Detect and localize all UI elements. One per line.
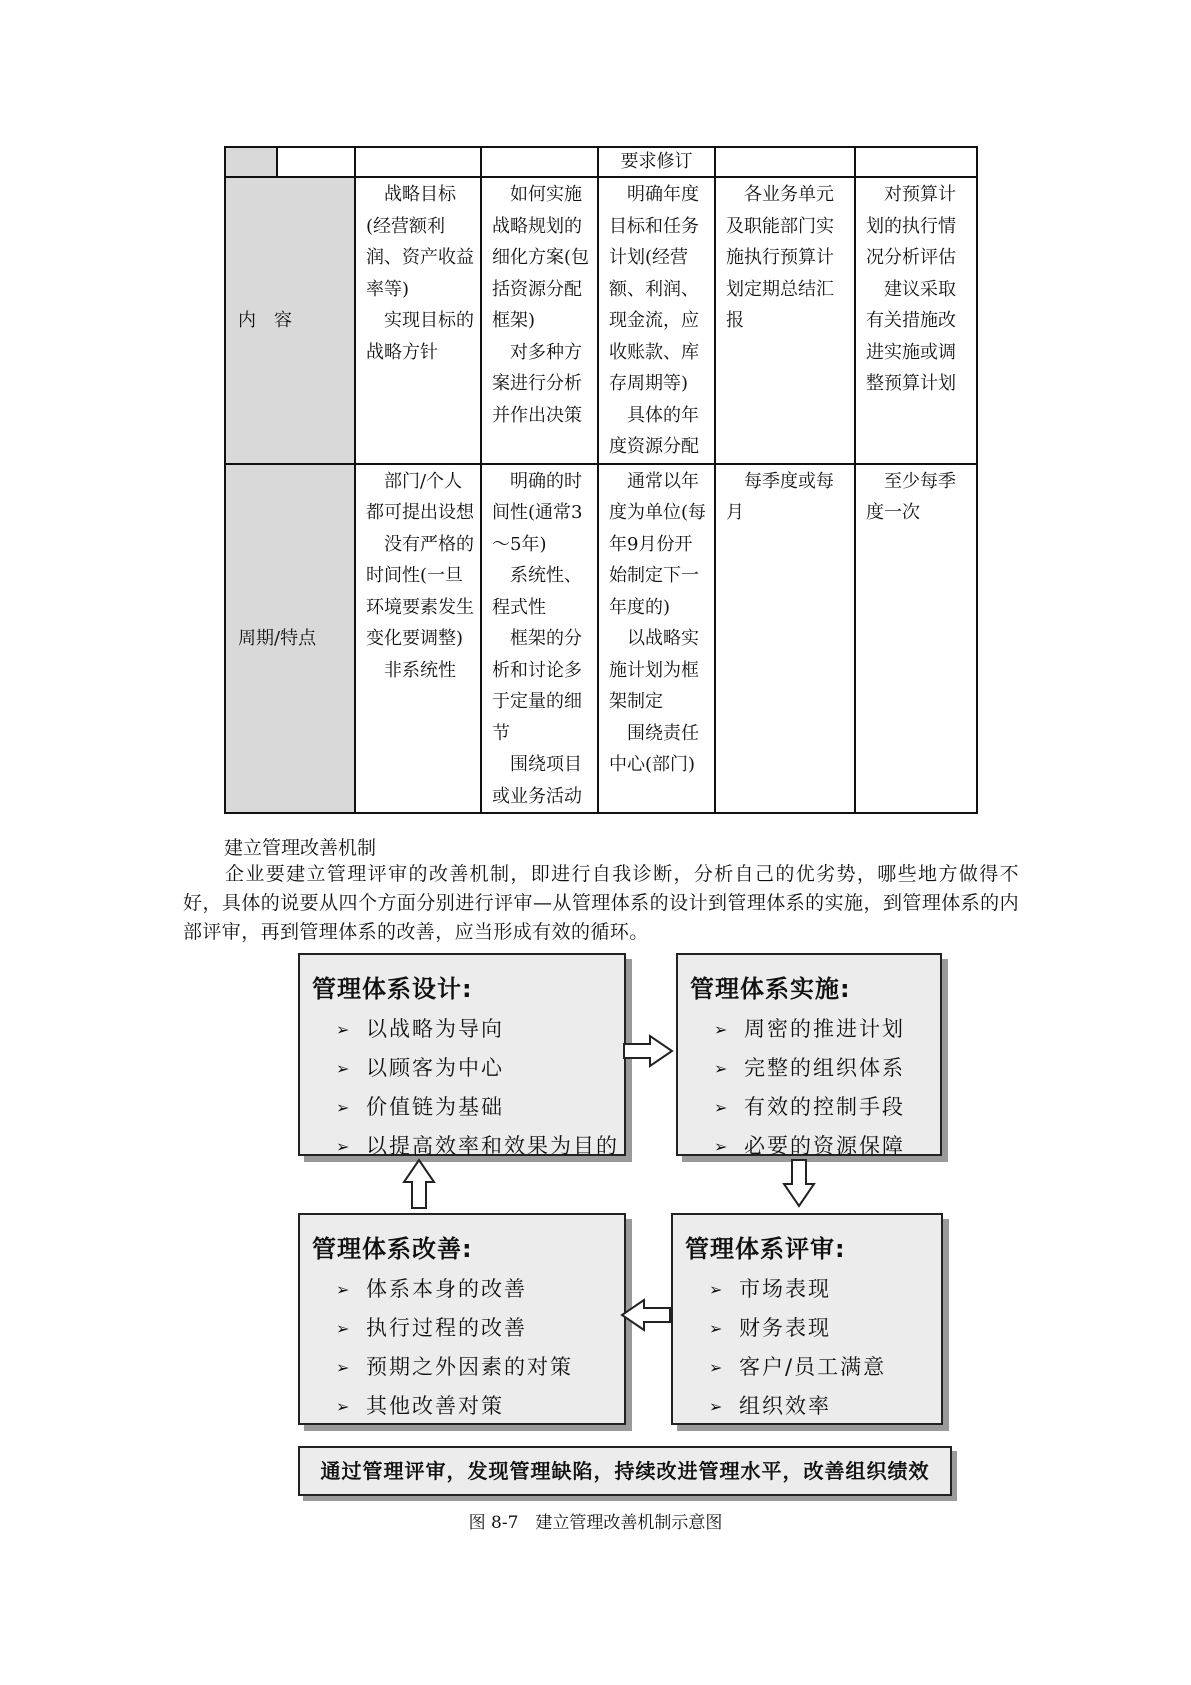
- design-list: [300, 1010, 624, 1166]
- list-item: ➢ 完整的组织体系: [714, 1049, 940, 1088]
- chevron-right-icon: ➢: [336, 1137, 352, 1156]
- chevron-right-icon: ➢: [709, 1358, 725, 1377]
- comparison-table: [224, 146, 976, 810]
- chevron-right-icon: ➢: [336, 1059, 352, 1078]
- summary-banner: 通过管理评审，发现管理缺陷，持续改进管理水平，改善组织绩效: [298, 1446, 952, 1496]
- table-row: [225, 464, 977, 814]
- chevron-right-icon: ➢: [336, 1280, 352, 1299]
- cell-para: 框架的分析和讨论多于定量的细节: [492, 628, 582, 744]
- table-cell: [355, 177, 481, 464]
- list-item: ➢ 执行过程的改善: [336, 1309, 624, 1348]
- table-cell: [277, 147, 355, 177]
- cell-para: 围绕责任中心(部门): [609, 722, 699, 775]
- list-item: ➢ 周密的推进计划: [714, 1010, 940, 1049]
- chevron-right-icon: ➢: [709, 1319, 725, 1338]
- section-body: 企业要建立管理评审的改善机制，即进行自我诊断，分析自己的优劣势，哪些地方做得不好，具体的说要从四个方面分别进行评审—从管理体系的设计到管理体系的实施，到管理体系的内部评审，再到管理体系的改善，应当形成有效的循环。: [183, 863, 1019, 943]
- cell-para: 实现目标的战略方针: [366, 310, 474, 363]
- arrow-up-icon: [402, 1158, 436, 1210]
- chevron-right-icon: ➢: [714, 1059, 730, 1078]
- implement-list: [678, 1010, 940, 1166]
- cell-para: 部门/个人都可提出设想: [366, 470, 474, 523]
- cell-para: 以战略实施计划为框架制定: [609, 628, 699, 712]
- table-cell: [715, 464, 855, 814]
- list-item: ➢ 以顾客为中心: [336, 1049, 624, 1088]
- cell-para: 通常以年度为单位(每年9月份开始制定下一年度的): [609, 470, 707, 618]
- cell-para: 建议采取有关措施改进实施或调整预算计划: [866, 278, 956, 394]
- cell-para: 战略目标: [384, 184, 456, 205]
- chevron-right-icon: ➢: [336, 1020, 352, 1039]
- cell-para: 对多种方案进行分析并作出决策: [492, 341, 582, 426]
- list-item: ➢ 以战略为导向: [336, 1010, 624, 1049]
- table-cell: [355, 464, 481, 814]
- review-title: 管理体系评审:: [685, 1235, 846, 1263]
- list-item: ➢ 以提高效率和效果为目的: [336, 1127, 624, 1166]
- chevron-right-icon: ➢: [336, 1319, 352, 1338]
- table-cell: 要求修订: [598, 147, 715, 177]
- review-list: [673, 1270, 941, 1426]
- list-item: ➢ 财务表现: [709, 1309, 941, 1348]
- improve-title: 管理体系改善:: [312, 1235, 473, 1263]
- design-box: [298, 953, 626, 1156]
- cell-para: 明确年度目标和任务计划(经营额、利润、现金流，应收账款、库存周期等): [609, 184, 699, 394]
- cell-para: 系统性、程式性: [492, 565, 582, 618]
- chevron-right-icon: ➢: [714, 1020, 730, 1039]
- cell-para: 具体的年度资源分配: [609, 404, 699, 457]
- cell-para: 各业务单元及职能部门实施执行预算计划定期总结汇报: [726, 184, 834, 331]
- section-heading: 建立管理改善机制: [224, 837, 377, 859]
- cell-para: (经营额利润、资产收益率等): [366, 215, 474, 300]
- table-top-row: [225, 147, 977, 177]
- cell-para: 至少每季度一次: [866, 470, 956, 523]
- arrow-left-icon: [620, 1298, 672, 1332]
- table-cell: [481, 177, 598, 464]
- table-cell: [715, 147, 855, 177]
- cell-para: 明确的时间性(通常3～5年): [492, 470, 583, 555]
- list-item: ➢ 客户/员工满意: [709, 1348, 941, 1387]
- row-header: 内 容: [225, 177, 355, 464]
- figure-caption: 图 8-7 建立管理改善机制示意图: [468, 1513, 723, 1533]
- table-cell: [481, 464, 598, 814]
- arrow-right-icon: [622, 1034, 674, 1068]
- review-box: [671, 1213, 943, 1425]
- chevron-right-icon: ➢: [714, 1137, 730, 1156]
- cell-para: 非系统性: [384, 659, 456, 681]
- table-cell: [225, 147, 277, 177]
- list-item: ➢ 其他改善对策: [336, 1387, 624, 1426]
- chevron-right-icon: ➢: [336, 1098, 352, 1117]
- list-item: ➢ 市场表现: [709, 1270, 941, 1309]
- table-cell: [715, 177, 855, 464]
- list-item: ➢ 必要的资源保障: [714, 1127, 940, 1166]
- list-item: ➢ 有效的控制手段: [714, 1088, 940, 1127]
- arrow-down-icon: [782, 1158, 816, 1208]
- list-item: ➢ 组织效率: [709, 1387, 941, 1426]
- chevron-right-icon: ➢: [336, 1397, 352, 1416]
- list-item: ➢ 预期之外因素的对策: [336, 1348, 624, 1387]
- table-cell: [598, 177, 715, 464]
- chevron-right-icon: ➢: [709, 1397, 725, 1416]
- implement-box: [676, 953, 942, 1156]
- table-cell: [855, 464, 977, 814]
- table-cell: [598, 464, 715, 814]
- row-header: 周期/特点: [225, 464, 355, 814]
- cell-para: 如何实施战略规划的细化方案(包括资源分配框架): [492, 184, 590, 331]
- table-row: [225, 177, 977, 464]
- cell-para: 围绕项目或业务活动: [492, 754, 582, 807]
- list-item: ➢ 价值链为基础: [336, 1088, 624, 1127]
- implement-title: 管理体系实施:: [690, 975, 851, 1003]
- table-cell: [855, 147, 977, 177]
- chevron-right-icon: ➢: [714, 1098, 730, 1117]
- improve-box: [298, 1213, 626, 1425]
- list-item: ➢ 体系本身的改善: [336, 1270, 624, 1309]
- cell-para: 没有严格的时间性(一旦环境要素发生变化要调整): [366, 533, 474, 649]
- chevron-right-icon: ➢: [709, 1280, 725, 1299]
- table-cell: [481, 147, 598, 177]
- cell-para: 对预算计划的执行情况分析评估: [866, 184, 956, 268]
- improve-list: [300, 1270, 624, 1426]
- table-cell: [355, 147, 481, 177]
- chevron-right-icon: ➢: [336, 1358, 352, 1377]
- cell-para: 每季度或每月: [726, 470, 834, 523]
- design-title: 管理体系设计:: [312, 975, 473, 1003]
- table-cell: [855, 177, 977, 464]
